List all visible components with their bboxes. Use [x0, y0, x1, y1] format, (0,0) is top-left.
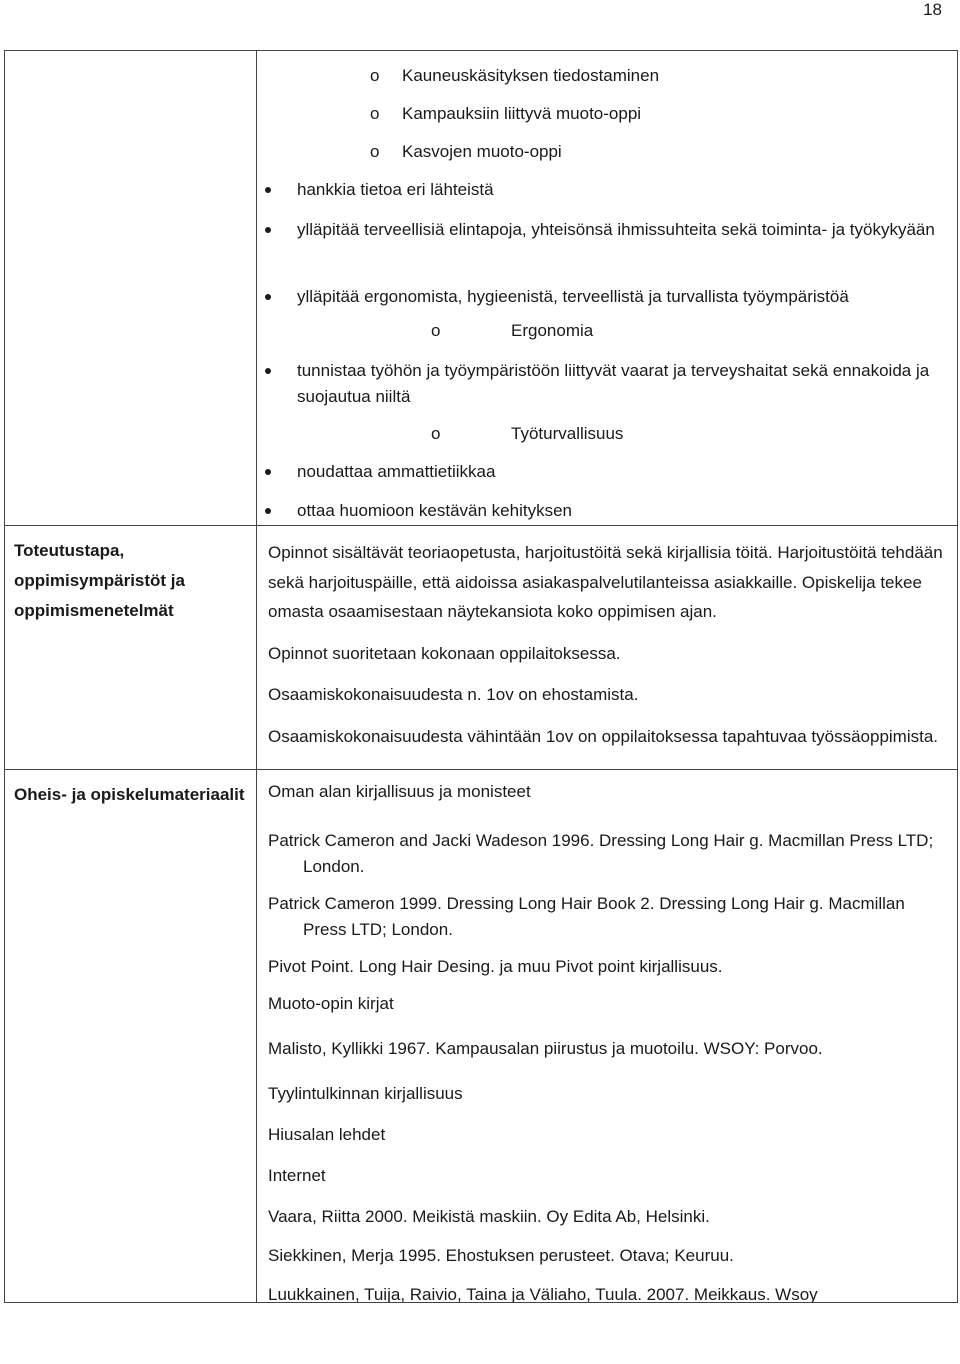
label-cell	[5, 51, 257, 526]
bullet-icon	[265, 508, 271, 514]
page-number: 18	[923, 0, 942, 19]
curriculum-table	[4, 50, 958, 1303]
label-cell	[5, 770, 257, 1303]
paragraph: Osaamiskokonaisuudesta vähintään 1ov on oppilaitoksessa tapahtuvaa työssäoppimista.	[268, 726, 939, 746]
list-item: Vaara, Riitta 2000. Meikistä maskiin. Oy Edita Ab, Helsinki.	[268, 1207, 710, 1226]
bullet-icon	[265, 187, 271, 193]
list-item: Patrick Cameron 1999. Dressing Long Hair Book 2. Dressing Long Hair g. Macmillan Press LTD; London.	[268, 894, 905, 939]
bullet-item: hankkia tietoa eri lähteistä	[265, 177, 945, 203]
paragraph: Opinnot suoritetaan kokonaan oppilaitoksessa.	[268, 643, 621, 663]
list-item: Pivot Point. Long Hair Desing. ja muu Pivot point kirjallisuus.	[268, 957, 723, 976]
list-item: Hiusalan lehdet	[268, 1125, 386, 1144]
row-label: Toteutustapa, oppimisympäristöt ja oppimismenetelmät	[14, 541, 185, 620]
list-item: Malisto, Kyllikki 1967. Kampausalan piirustus ja muotoilu. WSOY: Porvoo.	[268, 1039, 823, 1058]
content-cell	[257, 770, 958, 1303]
list-item: Siekkinen, Merja 1995. Ehostuksen perusteet. Otava; Keuruu.	[268, 1246, 734, 1265]
list-item: Luukkainen, Tuija, Raivio, Taina ja Väliaho, Tuula. 2007. Meikkaus. Wsoy	[268, 1285, 818, 1302]
bullet-item: ottaa huomioon kestävän kehityksen	[265, 498, 945, 524]
bullet-item: tunnistaa työhön ja työympäristöön liittyvät vaarat ja terveyshaitat sekä ennakoida ja suojautua niiltä	[265, 358, 945, 410]
row-label	[5, 51, 256, 61]
table-row	[5, 526, 958, 770]
objectives-list: o Kauneuskäsityksen tiedostaminen o Kampauksiin liittyvä muoto-oppi o Kasvojen muoto-oppi hankkia tietoa eri lähteistä ylläpitää terveellisiä elintapoja, yhteisönsä ihmissuhteita sekä toiminta- ja työkykyään ylläpitää ergonomista, hygieenistä, terveellistä ja turvallista työympäristöä o Ergonomia tunnistaa työhön ja työympäristöön liittyvät vaarat ja terveyshaitat sekä ennakoida ja suojautua niiltä o Työturvallisuus noudattaa ammattietiikkaa ottaa huomioon kestävän kehityksen	[257, 51, 957, 525]
bullet-item: ylläpitää terveellisiä elintapoja, yhteisönsä ihmissuhteita sekä toiminta- ja työkykyään	[265, 217, 945, 243]
bullet-item: noudattaa ammattietiikkaa	[265, 459, 945, 485]
list-item: Tyylintulkinnan kirjallisuus	[268, 1084, 463, 1103]
label-cell	[5, 526, 257, 770]
paragraph: Osaamiskokonaisuudesta n. 1ov on ehostamista.	[268, 685, 639, 704]
bullet-icon	[265, 469, 271, 475]
row-label: Oheis- ja opiskelumateriaalit	[14, 785, 245, 804]
table-row	[5, 770, 958, 1303]
bullet-icon	[265, 368, 271, 374]
list-item: Internet	[268, 1166, 326, 1185]
bullet-icon	[265, 227, 271, 233]
bullet-icon	[265, 294, 271, 300]
paragraph: Opinnot sisältävät teoriaopetusta, harjoitustöitä sekä kirjallisia töitä. Harjoitustöitä tehdään sekä harjoituspäille, että aidoissa asiakaspalvelutilanteissa asiakkaille. Opiskelija tekee omasta osaamisestaan näytekansiota koko oppimisen ajan.	[268, 543, 943, 621]
list-item: Patrick Cameron and Jacki Wadeson 1996. Dressing Long Hair g. Macmillan Press LTD; London.	[268, 831, 934, 876]
bullet-item: ylläpitää ergonomista, hygieenistä, terveellistä ja turvallista työympäristöä	[265, 284, 945, 310]
implementation-text	[257, 526, 957, 769]
content-cell	[257, 526, 958, 770]
list-item: Oman alan kirjallisuus ja monisteet	[268, 782, 531, 801]
content-cell	[257, 51, 958, 526]
list-item: Muoto-opin kirjat	[268, 994, 394, 1013]
materials-list	[257, 770, 957, 1302]
table-row	[5, 51, 958, 526]
